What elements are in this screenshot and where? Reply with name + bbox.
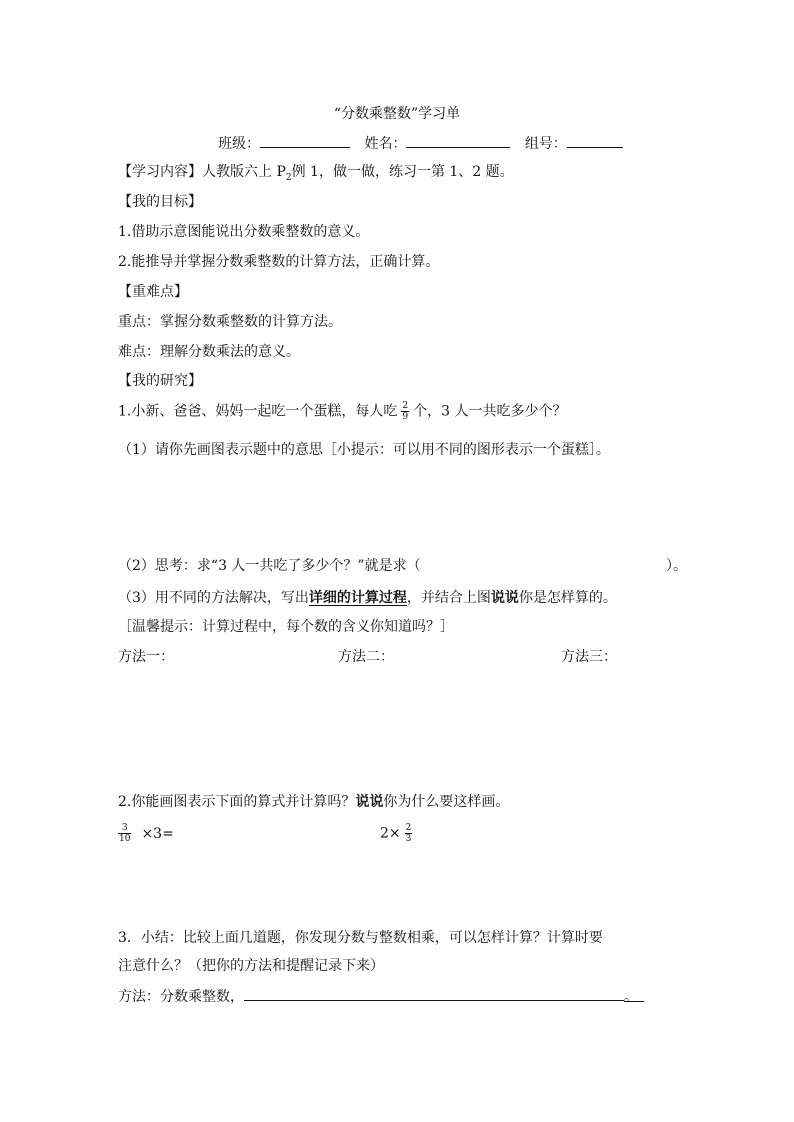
header-row xyxy=(218,133,623,154)
expr2-head: 2× xyxy=(380,825,401,842)
summary-line-1: 3．小结：比较上面几道题，你发现分数与整数相乘，可以怎样计算？计算时要 xyxy=(118,930,603,946)
expr2-fraction xyxy=(405,823,413,844)
key-points-heading: 【重难点】 xyxy=(118,284,188,300)
expr1-fraction xyxy=(118,823,131,844)
q1-part-3-text-b: ，并结合上图 xyxy=(406,590,491,606)
class-label: 班级： xyxy=(218,136,260,152)
q1-part-3 xyxy=(118,588,617,608)
class-blank[interactable] xyxy=(260,133,350,148)
method-1-label: 方法一： xyxy=(118,649,174,665)
expr1-tail: ×3= xyxy=(141,825,174,842)
q1-part-2 xyxy=(118,556,687,576)
summary-method-label: 方法：分数乘整数， xyxy=(118,989,244,1005)
content-text-a: 人教版六上 P xyxy=(202,164,286,180)
expr1-numerator: 3 xyxy=(118,823,131,834)
summary-method-blank[interactable] xyxy=(244,986,624,1001)
learning-content xyxy=(118,162,514,188)
content-text-b: 例 1，做一做，练习一第 1、2 题。 xyxy=(291,164,514,180)
summary-method xyxy=(118,986,644,1007)
key-point-difficulty: 难点：理解分数乘法的意义。 xyxy=(118,344,300,360)
goal-item-1: 1.借助示意图能说出分数乘整数的意义。 xyxy=(118,224,370,240)
method-3-label: 方法三： xyxy=(561,649,617,665)
group-label: 组号： xyxy=(524,136,567,152)
group-blank[interactable] xyxy=(567,133,623,148)
expr2-denominator: 3 xyxy=(405,834,412,844)
q2-expression-2 xyxy=(380,823,416,844)
content-heading: 【学习内容】 xyxy=(118,164,202,180)
question-1 xyxy=(118,401,566,422)
expr1-denominator: 10 xyxy=(119,834,131,844)
name-label: 姓名： xyxy=(364,136,407,152)
q1-fraction-numerator: 2 xyxy=(402,401,409,411)
q1-part-3-text-a: （3）用不同的方法解决，写出 xyxy=(118,590,309,606)
research-heading: 【我的研究】 xyxy=(118,373,202,389)
key-point-focus: 重点：掌握分数乘整数的计算方法。 xyxy=(118,314,342,330)
warm-tip: ［温馨提示：计算过程中，每个数的含义你知道吗？］ xyxy=(118,619,454,635)
goals-heading: 【我的目标】 xyxy=(118,194,202,210)
name-blank[interactable] xyxy=(406,133,510,148)
q1-part-3-bold-1: 详细的计算过程 xyxy=(308,590,407,606)
content-subscript: 2 xyxy=(285,172,292,183)
q1-part-2-text: （2）思考：求“3 人一共吃了多少个？”就是求（ xyxy=(118,558,421,574)
q2-bold: 说说 xyxy=(355,794,384,810)
summary-end-mark: 。 xyxy=(624,987,644,1002)
q2-text-b: 你为什么要这样画。 xyxy=(383,794,510,810)
q1-part-3-text-c: 你是怎样算的。 xyxy=(518,590,617,606)
q1-fraction-denominator: 9 xyxy=(402,412,409,422)
q1-text-a: 1.小新、爸爸、妈妈一起吃一个蛋糕，每人吃 xyxy=(118,403,398,420)
summary-line-2: 注意什么？（把你的方法和提醒记录下来） xyxy=(118,958,384,974)
page-title: “分数乘整数”学习单 xyxy=(333,106,461,122)
method-2-label: 方法二： xyxy=(338,649,394,665)
q2-expression-1 xyxy=(114,823,174,844)
q1-part-1: （1）请你先画图表示题中的意思［小提示：可以用不同的图形表示一个蛋糕］。 xyxy=(118,442,610,458)
q1-text-b: 个，3 人一共吃多少个？ xyxy=(413,403,567,420)
q2-text-a: 2.你能画图表示下面的算式并计算吗？ xyxy=(118,794,356,810)
q1-fraction xyxy=(401,401,409,422)
expr2-numerator: 2 xyxy=(405,823,412,833)
question-2 xyxy=(118,792,509,812)
q1-part-2-close: ）。 xyxy=(666,558,687,574)
goal-item-2: 2.能推导并掌握分数乘整数的计算方法，正确计算。 xyxy=(118,254,440,270)
q1-part-3-bold-2: 说说 xyxy=(490,590,519,606)
